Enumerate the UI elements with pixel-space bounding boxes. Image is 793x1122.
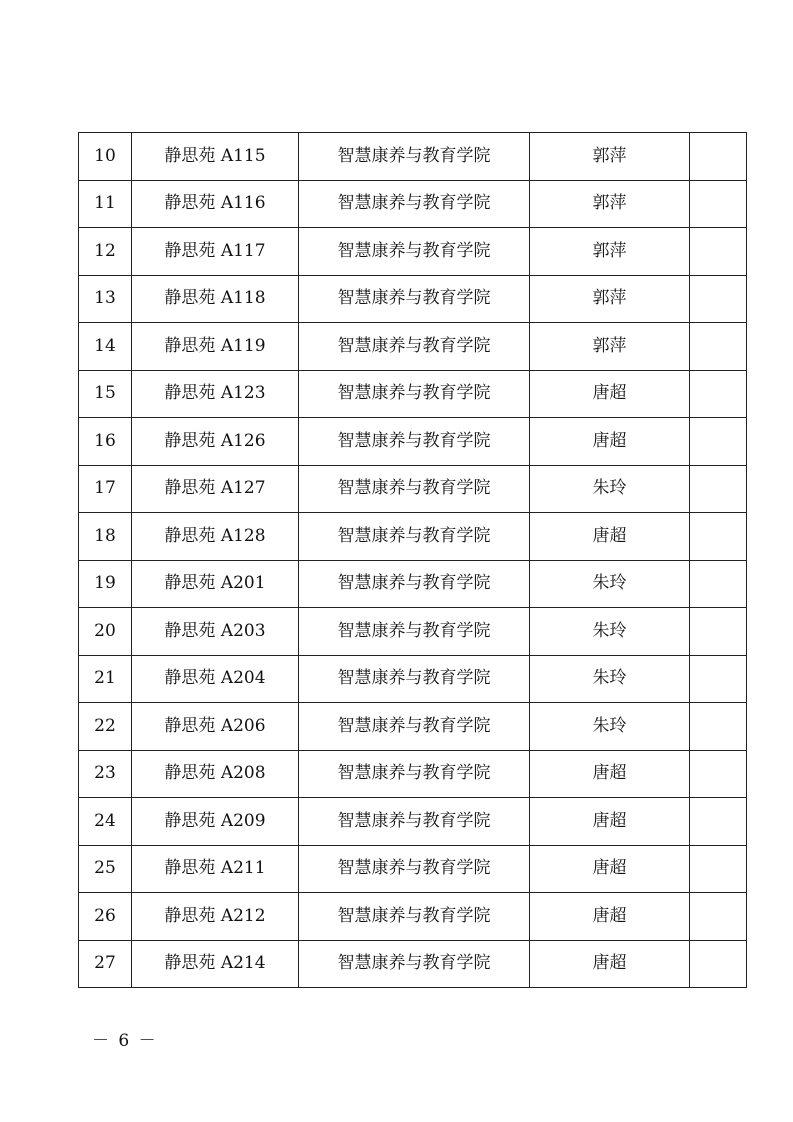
college-cell: 智慧康养与教育学院 xyxy=(299,228,530,276)
room-cell: 静思苑 A123 xyxy=(132,370,299,418)
table-row xyxy=(79,893,747,941)
college-cell: 智慧康养与教育学院 xyxy=(299,845,530,893)
person-cell: 唐超 xyxy=(530,798,690,846)
person-cell: 唐超 xyxy=(530,418,690,466)
row-number-cell: 10 xyxy=(79,133,132,181)
row-number-cell: 18 xyxy=(79,513,132,561)
remark-cell xyxy=(690,323,747,371)
college-cell: 智慧康养与教育学院 xyxy=(299,940,530,988)
college-cell: 智慧康养与教育学院 xyxy=(299,750,530,798)
room-cell: 静思苑 A201 xyxy=(132,560,299,608)
remark-cell xyxy=(690,703,747,751)
table-row xyxy=(79,370,747,418)
room-cell: 静思苑 A214 xyxy=(132,940,299,988)
remark-cell xyxy=(690,275,747,323)
table-row xyxy=(79,228,747,276)
remark-cell xyxy=(690,228,747,276)
table-row xyxy=(79,180,747,228)
room-cell: 静思苑 A208 xyxy=(132,750,299,798)
table-row xyxy=(79,133,747,181)
college-cell: 智慧康养与教育学院 xyxy=(299,608,530,656)
remark-cell xyxy=(690,655,747,703)
table-row xyxy=(79,655,747,703)
college-cell: 智慧康养与教育学院 xyxy=(299,465,530,513)
college-cell: 智慧康养与教育学院 xyxy=(299,513,530,561)
college-cell: 智慧康养与教育学院 xyxy=(299,560,530,608)
person-cell: 朱玲 xyxy=(530,465,690,513)
table-row xyxy=(79,798,747,846)
person-cell: 朱玲 xyxy=(530,703,690,751)
table-row xyxy=(79,513,747,561)
row-number-cell: 20 xyxy=(79,608,132,656)
table-row xyxy=(79,940,747,988)
row-number-cell: 19 xyxy=(79,560,132,608)
room-cell: 静思苑 A119 xyxy=(132,323,299,371)
college-cell: 智慧康养与教育学院 xyxy=(299,133,530,181)
college-cell: 智慧康养与教育学院 xyxy=(299,275,530,323)
remark-cell xyxy=(690,750,747,798)
row-number-cell: 22 xyxy=(79,703,132,751)
table-row xyxy=(79,275,747,323)
remark-cell xyxy=(690,893,747,941)
room-cell: 静思苑 A212 xyxy=(132,893,299,941)
room-cell: 静思苑 A204 xyxy=(132,655,299,703)
person-cell: 唐超 xyxy=(530,513,690,561)
table-row xyxy=(79,703,747,751)
row-number-cell: 13 xyxy=(79,275,132,323)
table-row xyxy=(79,845,747,893)
college-cell: 智慧康养与教育学院 xyxy=(299,418,530,466)
page-number: － 6 － xyxy=(92,1031,158,1051)
college-cell: 智慧康养与教育学院 xyxy=(299,703,530,751)
row-number-cell: 14 xyxy=(79,323,132,371)
remark-cell xyxy=(690,560,747,608)
row-number-cell: 17 xyxy=(79,465,132,513)
person-cell: 朱玲 xyxy=(530,560,690,608)
dormitory-table xyxy=(78,132,747,988)
row-number-cell: 11 xyxy=(79,180,132,228)
person-cell: 郭萍 xyxy=(530,180,690,228)
remark-cell xyxy=(690,180,747,228)
row-number-cell: 25 xyxy=(79,845,132,893)
college-cell: 智慧康养与教育学院 xyxy=(299,370,530,418)
room-cell: 静思苑 A203 xyxy=(132,608,299,656)
table-row xyxy=(79,323,747,371)
table-row xyxy=(79,560,747,608)
table-row xyxy=(79,465,747,513)
room-cell: 静思苑 A128 xyxy=(132,513,299,561)
room-cell: 静思苑 A126 xyxy=(132,418,299,466)
person-cell: 郭萍 xyxy=(530,323,690,371)
row-number-cell: 24 xyxy=(79,798,132,846)
row-number-cell: 16 xyxy=(79,418,132,466)
table-row xyxy=(79,418,747,466)
remark-cell xyxy=(690,418,747,466)
remark-cell xyxy=(690,513,747,561)
room-cell: 静思苑 A116 xyxy=(132,180,299,228)
row-number-cell: 23 xyxy=(79,750,132,798)
remark-cell xyxy=(690,608,747,656)
room-cell: 静思苑 A211 xyxy=(132,845,299,893)
college-cell: 智慧康养与教育学院 xyxy=(299,655,530,703)
table-row xyxy=(79,750,747,798)
table-body xyxy=(79,133,747,988)
row-number-cell: 21 xyxy=(79,655,132,703)
row-number-cell: 15 xyxy=(79,370,132,418)
table-row xyxy=(79,608,747,656)
remark-cell xyxy=(690,370,747,418)
person-cell: 唐超 xyxy=(530,940,690,988)
remark-cell xyxy=(690,465,747,513)
room-cell: 静思苑 A118 xyxy=(132,275,299,323)
remark-cell xyxy=(690,798,747,846)
remark-cell xyxy=(690,845,747,893)
room-cell: 静思苑 A206 xyxy=(132,703,299,751)
person-cell: 唐超 xyxy=(530,845,690,893)
person-cell: 郭萍 xyxy=(530,275,690,323)
person-cell: 郭萍 xyxy=(530,228,690,276)
college-cell: 智慧康养与教育学院 xyxy=(299,798,530,846)
college-cell: 智慧康养与教育学院 xyxy=(299,323,530,371)
person-cell: 朱玲 xyxy=(530,608,690,656)
room-cell: 静思苑 A117 xyxy=(132,228,299,276)
college-cell: 智慧康养与教育学院 xyxy=(299,893,530,941)
row-number-cell: 26 xyxy=(79,893,132,941)
remark-cell xyxy=(690,133,747,181)
person-cell: 唐超 xyxy=(530,370,690,418)
person-cell: 唐超 xyxy=(530,750,690,798)
row-number-cell: 12 xyxy=(79,228,132,276)
remark-cell xyxy=(690,940,747,988)
room-cell: 静思苑 A115 xyxy=(132,133,299,181)
college-cell: 智慧康养与教育学院 xyxy=(299,180,530,228)
person-cell: 朱玲 xyxy=(530,655,690,703)
row-number-cell: 27 xyxy=(79,940,132,988)
room-cell: 静思苑 A127 xyxy=(132,465,299,513)
room-cell: 静思苑 A209 xyxy=(132,798,299,846)
person-cell: 唐超 xyxy=(530,893,690,941)
person-cell: 郭萍 xyxy=(530,133,690,181)
